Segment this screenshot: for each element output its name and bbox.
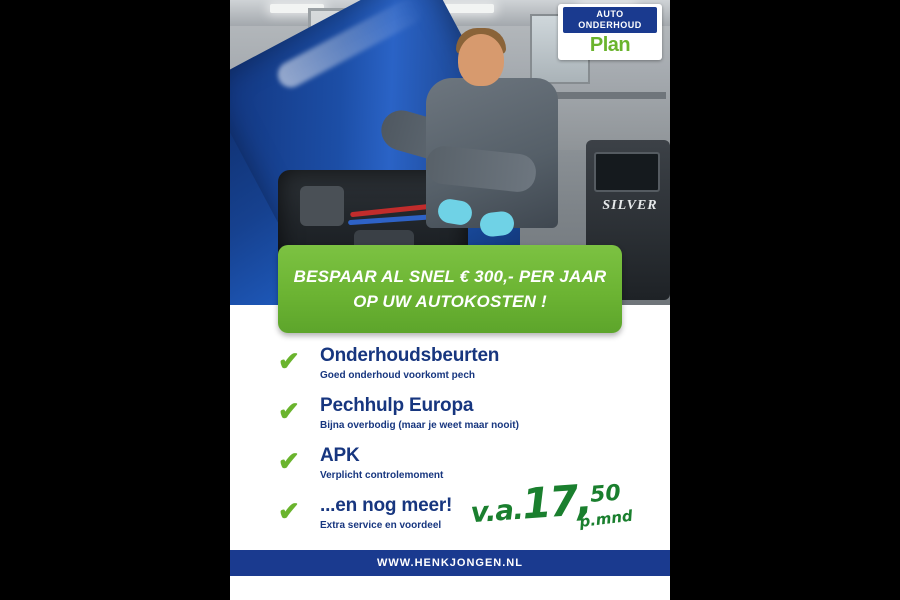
website-url[interactable]: WWW.HENKJONGEN.NL <box>377 557 523 569</box>
banner-line-1: BESPAAR AL SNEL € 300,- PER JAAR <box>293 267 607 286</box>
check-icon: ✔ <box>278 446 300 476</box>
feature-subtitle: Goed onderhoud voorkomt pech <box>320 370 476 381</box>
price-callout <box>468 473 634 532</box>
list-item <box>278 345 638 383</box>
logo-top-text <box>563 7 657 33</box>
auto-onderhoud-plan-logo <box>558 4 662 60</box>
logo-line-2: ONDERHOUD <box>578 20 642 30</box>
feature-subtitle: Extra service en voordeel <box>320 520 442 531</box>
advertisement-poster <box>230 0 670 600</box>
check-icon: ✔ <box>278 346 300 376</box>
price-separator: , <box>574 474 593 525</box>
feature-subtitle: Bijna overbodig (maar je weet maar nooit) <box>320 420 519 431</box>
savings-banner <box>278 245 622 333</box>
engine-component <box>300 186 344 226</box>
price-cents: 50 <box>589 480 622 508</box>
mechanic-head <box>458 34 504 86</box>
check-icon: ✔ <box>278 496 300 526</box>
logo-line-1: AUTO <box>596 9 624 19</box>
price-amount: 17 <box>520 475 579 529</box>
website-footer-bar[interactable] <box>230 550 670 576</box>
machine-display <box>594 152 660 192</box>
machine-brand-label: SILVER <box>602 198 658 213</box>
feature-subtitle: Verplicht controlemoment <box>320 470 444 481</box>
feature-title: Pechhulp Europa <box>320 395 474 416</box>
feature-title: Onderhoudsbeurten <box>320 345 500 366</box>
banner-line-2: OP UW AUTOKOSTEN ! <box>353 292 547 311</box>
footer-white-margin <box>230 576 670 600</box>
logo-wordmark: Plan <box>589 34 631 56</box>
list-item <box>278 395 638 433</box>
feature-title: ...en nog meer! <box>320 495 453 516</box>
price-prefix: v.a. <box>469 492 524 530</box>
price-period: p.mnd <box>578 506 634 532</box>
check-icon: ✔ <box>278 396 300 426</box>
feature-title: APK <box>320 445 360 466</box>
